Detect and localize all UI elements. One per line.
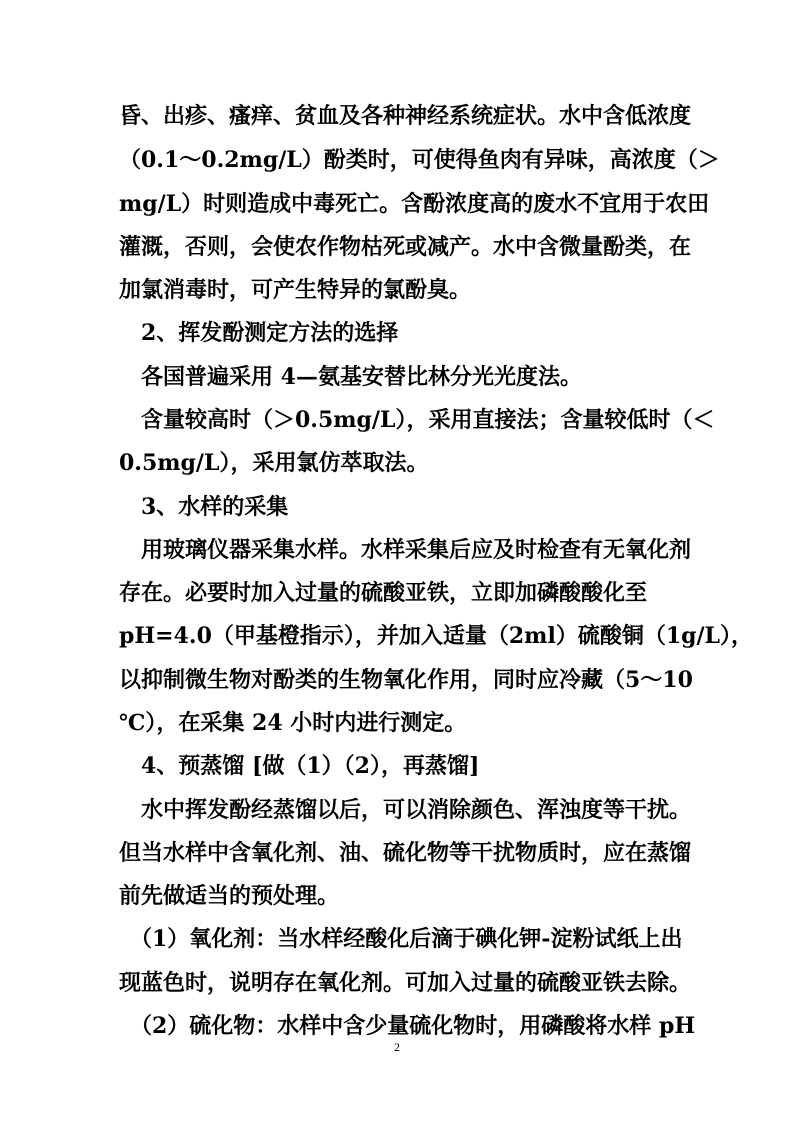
text-line: （2）硫化物：水样中含少量硫化物时，用磷酸将水样 pH <box>130 1013 696 1039</box>
section-heading: 3、水样的采集 <box>141 494 289 520</box>
section-heading: 4、预蒸馏 [做（1）（2），再蒸馏] <box>141 753 480 779</box>
text-line: 前先做适当的预处理。 <box>119 883 340 909</box>
page-number: 2 <box>394 1040 400 1054</box>
section-heading: 2、挥发酚测定方法的选择 <box>141 320 399 346</box>
text-line: 但当水样中含氧化剂、油、硫化物等干扰物质时，应在蒸馏 <box>119 840 692 866</box>
text-line: （1）氧化剂：当水样经酸化后滴于碘化钾-淀粉试纸上出 <box>130 926 683 952</box>
text-line: 昏、出疹、瘙痒、贫血及各种神经系统症状。水中含低浓度 <box>119 103 692 129</box>
text-line: 以抑制微生物对酚类的生物氧化作用，同时应冷藏（5～10 <box>119 667 693 693</box>
text-line: 灌溉，否则，会使农作物枯死或减产。水中含微量酚类，在 <box>119 234 692 260</box>
text-line: 用玻璃仪器采集水样。水样采集后应及时检查有无氧化剂 <box>141 537 692 563</box>
text-line: 0.5mg/L），采用氯仿萃取法。 <box>119 450 429 476</box>
text-line: （0.1～0.2mg/L）酚类时，可使得鱼肉有异味，高浓度（＞ <box>119 147 720 173</box>
text-line: pH=4.0（甲基橙指示），并加入适量（2ml）硫酸铜（1g/L）， <box>119 623 754 649</box>
text-line: 加氯消毒时，可产生特异的氯酚臭。 <box>119 277 472 303</box>
text-line: 水中挥发酚经蒸馏以后，可以消除颜色、浑浊度等干扰。 <box>141 797 692 823</box>
text-line: mg/L）时则造成中毒死亡。含酚浓度高的废水不宜用于农田 <box>119 191 710 217</box>
text-line: 含量较高时（＞0.5mg/L），采用直接法；含量较低时（＜ <box>141 407 715 433</box>
text-line: 存在。必要时加入过量的硫酸亚铁，立即加磷酸酸化至 <box>119 580 648 606</box>
text-line: 现蓝色时，说明存在氧化剂。可加入过量的硫酸亚铁去除。 <box>119 970 692 996</box>
text-line: ℃），在采集 24 小时内进行测定。 <box>119 710 467 736</box>
text-line: 各国普遍采用 4—氨基安替比林分光光度法。 <box>141 364 582 390</box>
